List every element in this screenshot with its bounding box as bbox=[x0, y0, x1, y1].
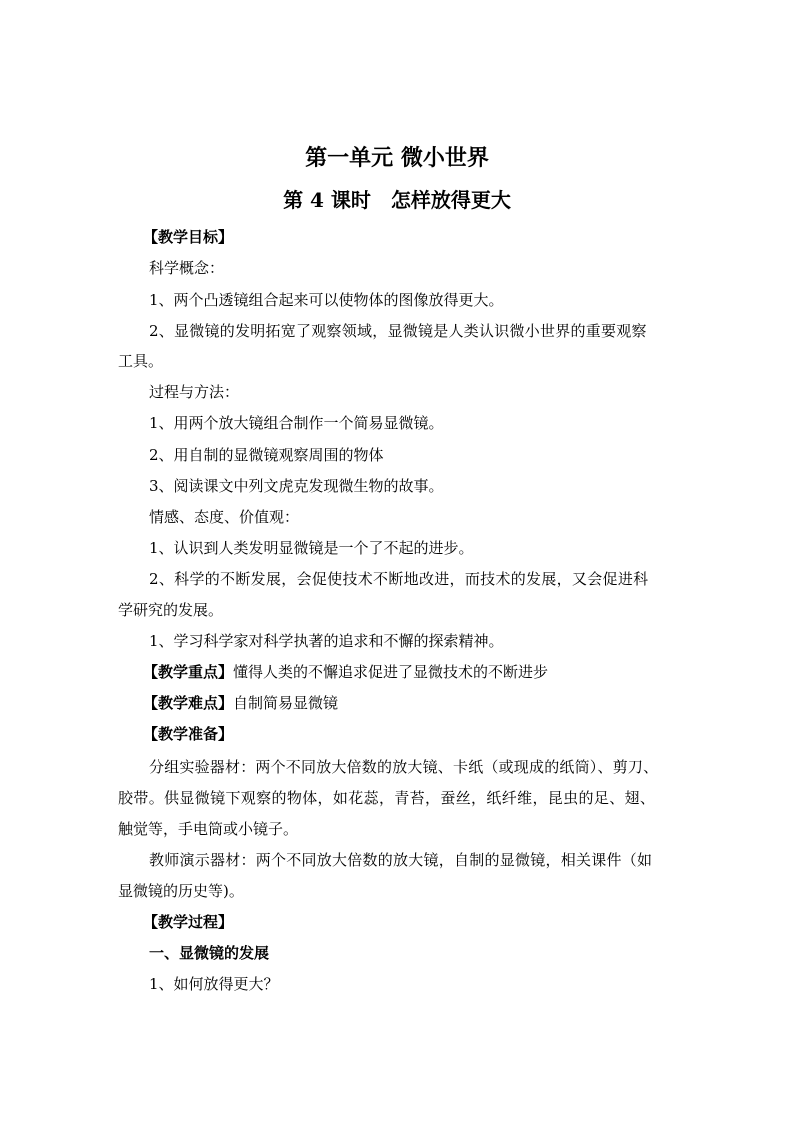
difficulty-row bbox=[143, 692, 338, 714]
process-heading: 【教学过程】 bbox=[143, 913, 234, 931]
concept-item-1: 1、两个凸透镜组合起来可以使物体的图像放得更大。 bbox=[149, 291, 504, 309]
prep-group-line-1: 分组实验器材：两个不同放大倍数的放大镜、卡纸（或现成的纸筒）、剪刀、 bbox=[149, 758, 659, 776]
process-label: 过程与方法： bbox=[149, 383, 240, 401]
key-point-heading: 【教学重点】 bbox=[143, 663, 234, 681]
process-item-2: 2、用自制的显微镜观察周围的物体 bbox=[149, 446, 384, 464]
key-point-text: 懂得人类的不懈追求促进了显微技术的不断进步 bbox=[233, 663, 549, 681]
attitude-item-1: 1、认识到人类发明显微镜是一个了不起的进步。 bbox=[149, 539, 474, 557]
section-heading-1: 一、显微镜的发展 bbox=[149, 944, 270, 962]
attitude-label: 情感、态度、价值观： bbox=[149, 508, 300, 526]
objectives-heading: 【教学目标】 bbox=[143, 228, 234, 246]
prep-teacher-line-1: 教师演示器材：两个不同放大倍数的放大镜，自制的显微镜，相关课件（如 bbox=[149, 851, 653, 869]
preparation-heading: 【教学准备】 bbox=[143, 725, 234, 743]
difficulty-heading: 【教学难点】 bbox=[143, 694, 234, 712]
concept-item-2-line-2: 工具。 bbox=[118, 352, 164, 370]
question-1: 1、如何放得更大？ bbox=[149, 975, 279, 993]
concept-item-2-line-1: 2、显微镜的发明拓宽了观察领域，显微镜是人类认识微小世界的重要观察 bbox=[149, 322, 647, 340]
process-item-1: 1、用两个放大镜组合制作一个简易显微镜。 bbox=[149, 414, 444, 432]
prep-teacher-line-2: 显微镜的历史等)。 bbox=[118, 882, 244, 900]
unit-title: 第一单元 微小世界 bbox=[305, 145, 489, 171]
prep-group-line-2: 胶带。供显微镜下观察的物体，如花蕊，青苔，蚕丝，纸纤维，昆虫的足、翅、 bbox=[118, 789, 656, 807]
key-point-row bbox=[143, 661, 548, 683]
difficulty-text: 自制简易显微镜 bbox=[233, 694, 339, 712]
attitude-item-3: 1、学习科学家对科学执著的追求和不懈的探索精神。 bbox=[149, 632, 504, 650]
concept-label: 科学概念： bbox=[149, 259, 225, 277]
prep-group-line-3: 触觉等，手电筒或小镜子。 bbox=[118, 820, 299, 838]
attitude-item-2-line-2: 学研究的发展。 bbox=[118, 601, 224, 619]
lesson-title: 第 4 课时 怎样放得更大 bbox=[283, 188, 511, 212]
process-item-3: 3、阅读课文中列文虎克发现微生物的故事。 bbox=[149, 477, 444, 495]
attitude-item-2-line-1: 2、科学的不断发展，会促使技术不断地改进，而技术的发展，又会促进科 bbox=[149, 570, 649, 588]
